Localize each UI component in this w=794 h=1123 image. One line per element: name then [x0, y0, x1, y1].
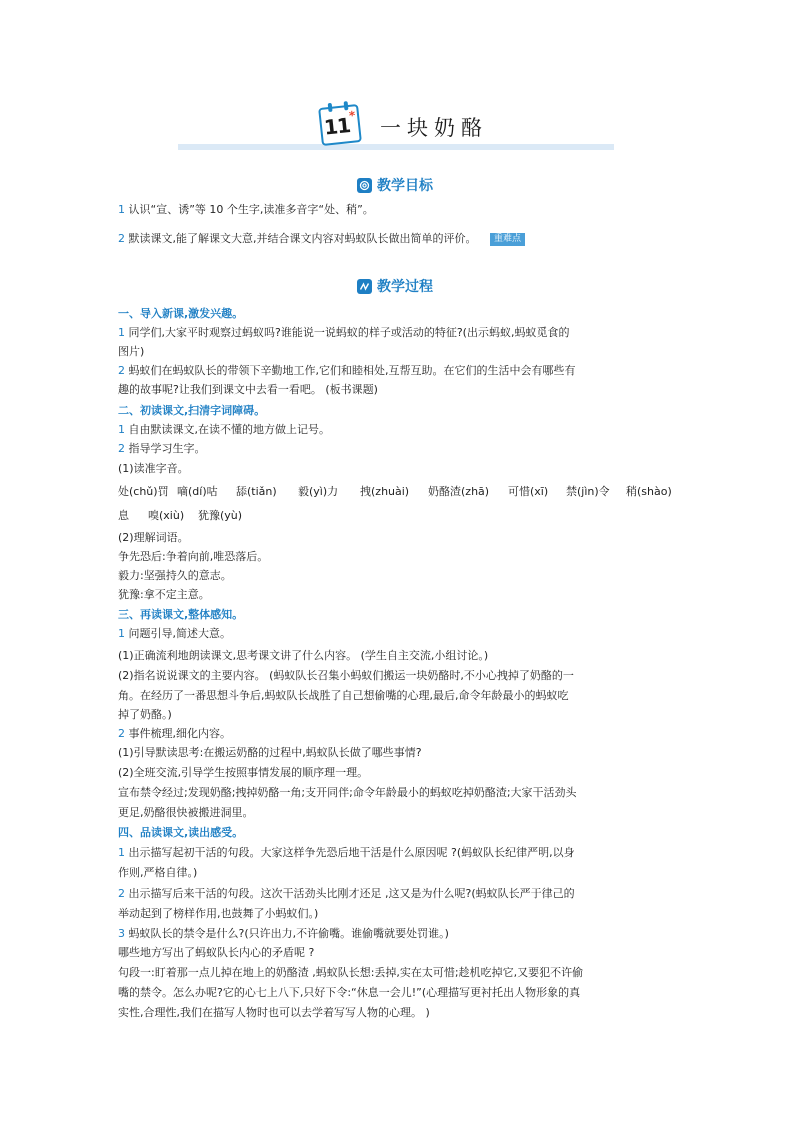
paragraph-line: 作则,严格自律。): [118, 866, 198, 879]
paragraph-line: (2)理解词语。: [118, 531, 189, 544]
paragraph-line: [118, 422, 330, 438]
lesson-star: *: [348, 108, 357, 123]
pinyin-word: 稍(shào): [626, 485, 672, 498]
paragraph-line: (1)读准字音。: [118, 462, 189, 475]
paragraph-line: 更足,奶酪很快被搬进洞里。: [118, 806, 254, 819]
lesson-title-block: [178, 104, 614, 152]
paragraph-line: 掉了奶酪。): [118, 708, 172, 721]
pinyin-word: 嗅(xiù): [148, 509, 185, 522]
paragraph-line: 哪些地方写出了蚂蚁队长内心的矛盾呢 ?: [118, 946, 315, 959]
paragraph-line: [118, 926, 449, 942]
word-definition: 犹豫:拿不定主意。: [118, 588, 210, 601]
goals-heading-label: 教学目标: [377, 178, 433, 194]
line-text: 同学们,大家平时观察过蚂蚁吗?谁能说一说蚂蚁的样子或活动的特征?(出示蚂蚁,蚂蚁觅食的: [128, 326, 570, 339]
paragraph-line: 趣的故事呢?让我们到课文中去看一看吧。 (板书课题): [118, 383, 378, 396]
item-number: 1: [118, 846, 125, 859]
goal-item: [118, 202, 374, 218]
section-title: 一、导入新课,激发兴趣。: [118, 307, 244, 320]
paragraph-line: (2)全班交流,引导学生按照事情发展的顺序理一理。: [118, 766, 369, 779]
item-number: 1: [118, 326, 125, 339]
paragraph-line: [118, 441, 206, 457]
title-underline: [178, 144, 614, 150]
paragraph-line: [118, 726, 231, 742]
section-title: 二、初读课文,扫清字词障碍。: [118, 404, 266, 417]
calendar-icon: [318, 104, 362, 146]
zigzag-icon: [357, 279, 372, 294]
goal-text: 默读课文,能了解课文大意,并结合课文内容对蚂蚁队长做出简单的评价。: [128, 232, 477, 245]
process-heading: [357, 276, 433, 296]
paragraph-line: [118, 325, 569, 341]
pinyin-word: 息: [118, 509, 129, 522]
item-number: 1: [118, 627, 125, 640]
pinyin-word: 奶酪渣(zhā): [428, 485, 490, 498]
paragraph-line: (1)正确流利地朗读课文,思考课文讲了什么内容。 (学生自主交流,小组讨论。): [118, 649, 489, 662]
line-text: 蚂蚁们在蚂蚁队长的带领下辛勤地工作,它们和睦相处,互帮互助。在它们的生活中会有哪些有: [128, 364, 576, 377]
paragraph-line: 嘴的禁令。怎么办呢?它的心七上八下,只好下令:“休息一会儿!”(心理描写更衬托出人物形象的真: [118, 986, 581, 999]
pinyin-word: 犹豫(yù): [198, 509, 243, 522]
item-number: 2: [118, 364, 125, 377]
goal-number: 2: [118, 232, 125, 245]
item-number: 2: [118, 727, 125, 740]
paragraph-line: 宣布禁令经过;发现奶酪;拽掉奶酪一角;支开同伴;命令年龄最小的蚂蚁吃掉奶酪渣;大家干活劲头: [118, 786, 577, 799]
lesson-title: 一块奶酪: [380, 116, 488, 140]
goal-number: 1: [118, 203, 125, 216]
paragraph-line: [118, 886, 575, 902]
pinyin-word: 可惜(xī): [508, 485, 549, 498]
line-text: 蚂蚁队长的禁令是什么?(只许出力,不许偷嘴。谁偷嘴就要处罚谁。): [128, 927, 449, 940]
pinyin-word: 拽(zhuài): [360, 485, 410, 498]
item-number: 2: [118, 887, 125, 900]
goals-heading: [357, 175, 433, 195]
section-title: 四、品读课文,读出感受。: [118, 826, 244, 839]
process-heading-label: 教学过程: [377, 279, 433, 295]
pinyin-word: 处(chǔ)罚: [118, 485, 169, 498]
word-definition: 毅力:坚强持久的意志。: [118, 569, 232, 582]
calendar-ring: [328, 103, 333, 112]
line-text: 自由默读课文,在读不懂的地方做上记号。: [128, 423, 330, 436]
item-number: 2: [118, 442, 125, 455]
line-text: 出示描写起初干活的句段。大家这样争先恐后地干活是什么原因呢 ?(蚂蚁队长纪律严明,以身: [128, 846, 575, 859]
paragraph-line: 角。在经历了一番思想斗争后,蚂蚁队长战胜了自己想偷嘴的心理,最后,命令年龄最小的蚂蚁吃: [118, 689, 569, 702]
line-text: 问题引导,简述大意。: [128, 627, 231, 640]
pinyin-row: [118, 508, 678, 524]
key-point-badge: 重难点: [490, 233, 525, 246]
paragraph-line: 实性,合理性,我们在描写人物时也可以去学着写写人物的心理。 ): [118, 1006, 430, 1019]
item-number: 1: [118, 423, 125, 436]
goal-text: 认识“宣、诱”等 10 个生字,读准多音字“处、稍”。: [128, 203, 374, 216]
line-text: 事件梳理,细化内容。: [128, 727, 231, 740]
section-title: 三、再读课文,整体感知。: [118, 608, 244, 621]
item-number: 3: [118, 927, 125, 940]
word-definition: 争先恐后:争着向前,唯恐落后。: [118, 550, 269, 563]
paragraph-line: [118, 363, 576, 379]
paragraph-line: (1)引导默读思考:在搬运奶酪的过程中,蚂蚁队长做了哪些事情?: [118, 746, 422, 759]
paragraph-line: [118, 626, 231, 642]
paragraph-line: (2)指名说说课文的主要内容。 (蚂蚁队长召集小蚂蚁们搬运一块奶酪时,不小心拽掉了奶酪的一: [118, 669, 574, 682]
paragraph-line: 图片): [118, 345, 145, 358]
lesson-number: 11: [322, 113, 352, 140]
pinyin-word: 嘀(dí)咕: [177, 485, 218, 498]
pinyin-word: 禁(jìn)令: [566, 485, 610, 498]
goal-item: [118, 231, 525, 247]
line-text: 指导学习生字。: [128, 442, 206, 455]
paragraph-line: 句段一:盯着那一点儿掉在地上的奶酪渣 ,蚂蚁队长想:丢掉,实在太可惜;趁机吃掉它,又要犯不许偷: [118, 966, 584, 979]
pinyin-word: 毅(yì)力: [298, 485, 339, 498]
paragraph-line: 举动起到了榜样作用,也鼓舞了小蚂蚁们。): [118, 907, 319, 920]
pinyin-row: [118, 484, 678, 500]
pinyin-word: 舔(tiǎn): [236, 485, 277, 498]
paragraph-line: [118, 845, 575, 861]
line-text: 出示描写后来干活的句段。这次干活劲头比刚才还足 ,这又是为什么呢?(蚂蚁队长严于律己的: [128, 887, 575, 900]
spiral-icon: [357, 178, 372, 193]
